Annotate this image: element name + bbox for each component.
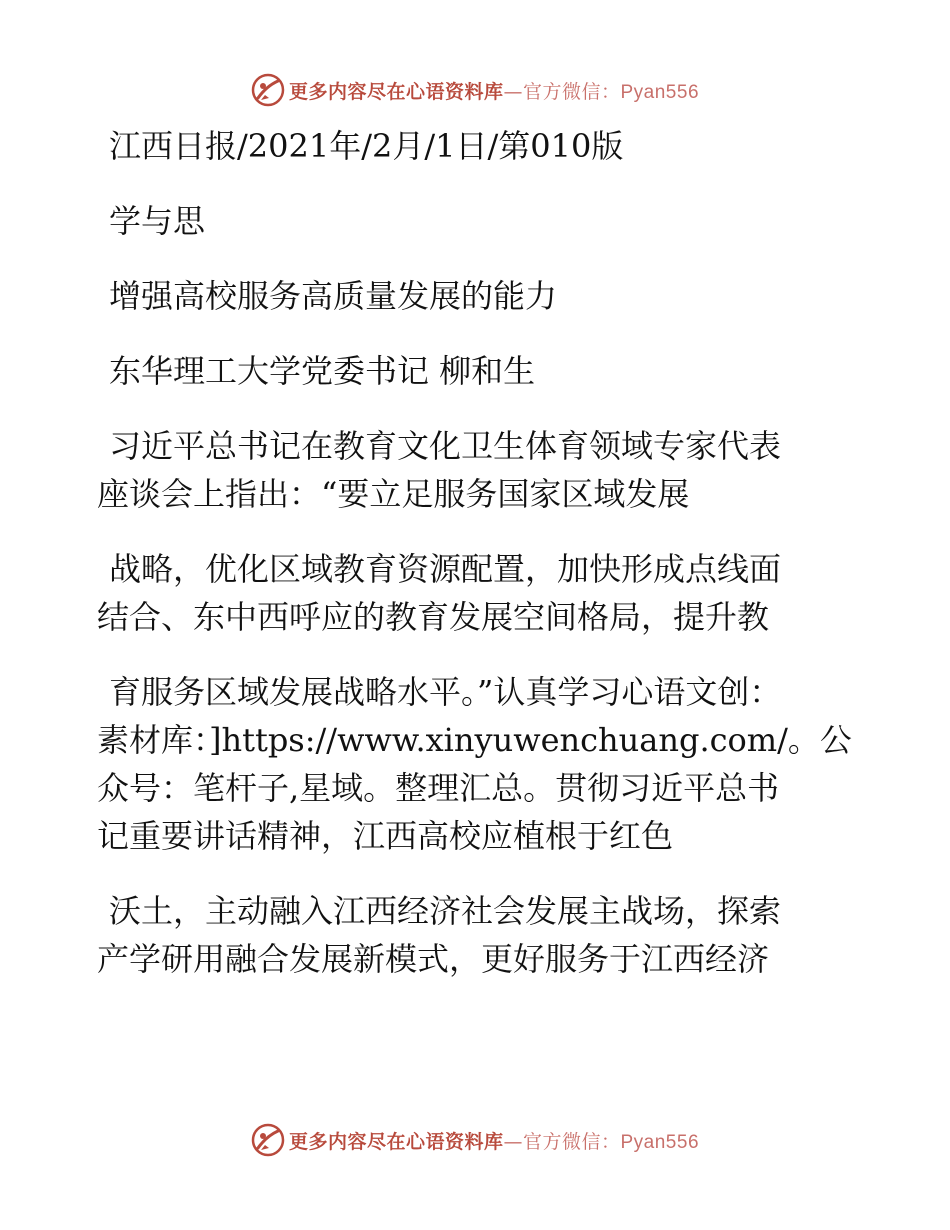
pen-logo-icon bbox=[251, 73, 285, 107]
pen-logo-icon bbox=[251, 1123, 285, 1157]
footer-watermark-banner bbox=[0, 1120, 950, 1160]
banner-separator: — bbox=[503, 1130, 523, 1153]
banner-separator: — bbox=[503, 80, 523, 103]
body-line: 记重要讲话精神，江西高校应植根于红色 bbox=[97, 817, 674, 855]
banner-main-text: 更多内容尽在心语资料库 bbox=[288, 1130, 504, 1153]
banner-text bbox=[289, 77, 699, 104]
body-line: 习近平总书记在教育文化卫生体育领域专家代表 bbox=[109, 427, 782, 465]
body-line: 座谈会上指出：“要立足服务国家区域发展 bbox=[97, 475, 690, 513]
body-line: 战略，优化区域教育资源配置，加快形成点线面 bbox=[109, 550, 782, 588]
banner-wechat-id: Pyan556 bbox=[620, 81, 700, 103]
banner-text bbox=[289, 1127, 699, 1154]
article-title: 增强高校服务高质量发展的能力 bbox=[109, 277, 558, 315]
body-line: 众号：笔杆子,星域。整理汇总。贯彻习近平总书 bbox=[97, 769, 780, 807]
banner-main-text: 更多内容尽在心语资料库 bbox=[288, 80, 504, 103]
column-name: 学与思 bbox=[109, 202, 206, 240]
body-line: 育服务区域发展战略水平。”认真学习心语文创： bbox=[109, 673, 782, 711]
document-body bbox=[97, 122, 857, 983]
article-author: 东华理工大学党委书记 柳和生 bbox=[109, 352, 536, 390]
body-line: 素材库：]https://www.xinyuwenchuang.com/。公 bbox=[97, 721, 852, 759]
header-watermark-banner bbox=[0, 70, 950, 110]
body-line: 结合、东中西呼应的教育发展空间格局，提升教 bbox=[97, 598, 770, 636]
body-line: 产学研用融合发展新模式，更好服务于江西经济 bbox=[97, 940, 770, 978]
banner-wechat-id: Pyan556 bbox=[620, 1131, 700, 1153]
banner-wechat-label: 官方微信： bbox=[522, 80, 621, 103]
banner-wechat-label: 官方微信： bbox=[522, 1130, 621, 1153]
source-line: 江西日报/2021年/2月/1日/第010版 bbox=[109, 127, 624, 165]
body-line: 沃土，主动融入江西经济社会发展主战场，探索 bbox=[109, 892, 782, 930]
